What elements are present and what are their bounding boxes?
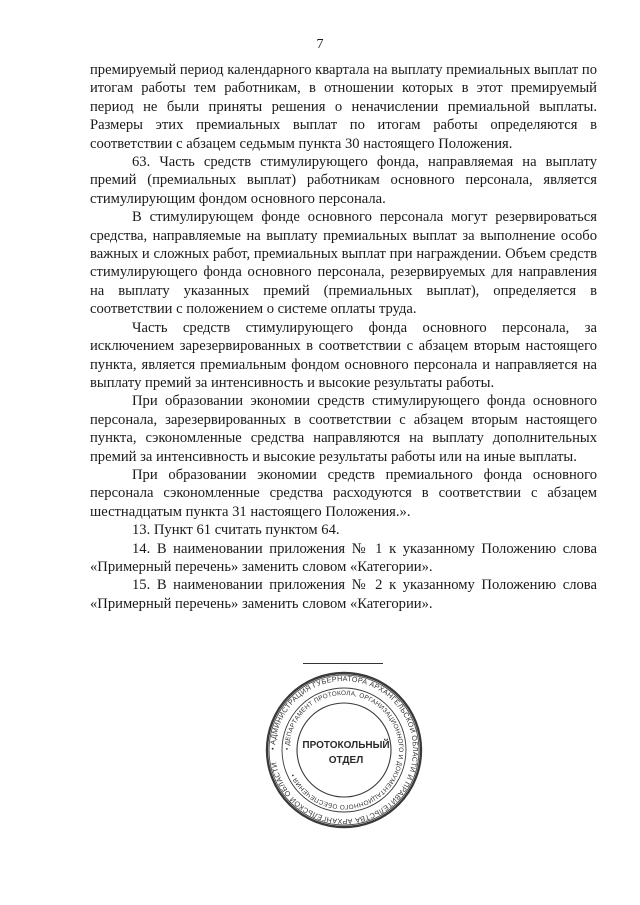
paragraph-premium-fund: Часть средств стимулирующего фонда основного персонала, за исключением зарезервированных в соответствии с абзацем вторым настоящего пункта, является премиальным фондом основного персонала и направляется на выплату премий за интенсивность и высокие результаты работы.	[90, 319, 597, 391]
paragraph-continuation: премируемый период календарного квартала на выплату премиальных выплат по итогам работы тем работникам, в отношении которых в этот премируемый период не были приняты решения о неначислении премиальной выплаты. Размеры этих премиальных выплат по итогам работы определяются в соответствии с абзацем седьмым пункта 30 настоящего Положения.	[90, 62, 597, 152]
paragraph-item-14: 14. В наименовании приложения № 1 к указанному Положению слова «Примерный перечень» заменить словом «Категории».	[90, 540, 597, 575]
document-body	[90, 61, 597, 613]
paragraph-item-15: 15. В наименовании приложения № 2 к указанному Положению слова «Примерный перечень» заменить словом «Категории».	[90, 577, 597, 612]
paragraph-reserve: В стимулирующем фонде основного персонала могут резервироваться средства, направляемые на выплату премиальных выплат за выполнение особо важных и сложных работ, премиальных выплат при награждении. Объем средств стимулирующего фонда основного персонала, резервируемых для направления на выплату указанных премий (премиальных выплат), определяется в соответствии с положением о системе оплаты труда.	[90, 209, 597, 318]
seal-inner-text: • ДЕПАРТАМЕНТ ПРОТОКОЛА, ОРГАНИЗАЦИОННОГО И ДОКУМЕНТАЦИОННОГО ОБЕСПЕЧЕНИЯ •	[283, 689, 405, 811]
paragraph-savings-reserved: При образовании экономии средств стимулирующего фонда основного персонала, зарезервированных в соответствии с абзацем вторым настоящего пункта, сэкономленные средства направляются на выплату дополнительных премий за интенсивность и высокие результаты работы или на иные выплаты.	[90, 393, 597, 465]
page-number: 7	[316, 37, 324, 52]
paragraph-item-13: 13. Пункт 61 считать пунктом 64.	[132, 522, 340, 539]
paragraph-savings-premium: При образовании экономии средств премиального фонда основного персонала сэкономленные средства расходуются в соответствии с абзацем шестнадцатым пункта 31 настоящего Положения.».	[90, 466, 597, 520]
seal-center-line-2: ОТДЕЛ	[328, 755, 364, 766]
seal-outer-text: • АДМИНИСТРАЦИЯ ГУБЕРНАТОРА АРХАНГЕЛЬСКОЙ ОБЛАСТИ И ПРАВИТЕЛЬСТВА АРХАНГЕЛЬСКОЙ ОБЛАСТИ	[267, 673, 421, 827]
paragraph-item-63: 63. Часть средств стимулирующего фонда, направляемая на выплату премий (премиальных выплат) работникам основного персонала, является стимулирующим фондом основного персонала.	[90, 154, 597, 207]
seal-center-line-1: ПРОТОКОЛЬНЫЙ	[302, 740, 390, 751]
official-seal-stamp	[264, 670, 424, 830]
end-separator-line	[303, 663, 383, 664]
